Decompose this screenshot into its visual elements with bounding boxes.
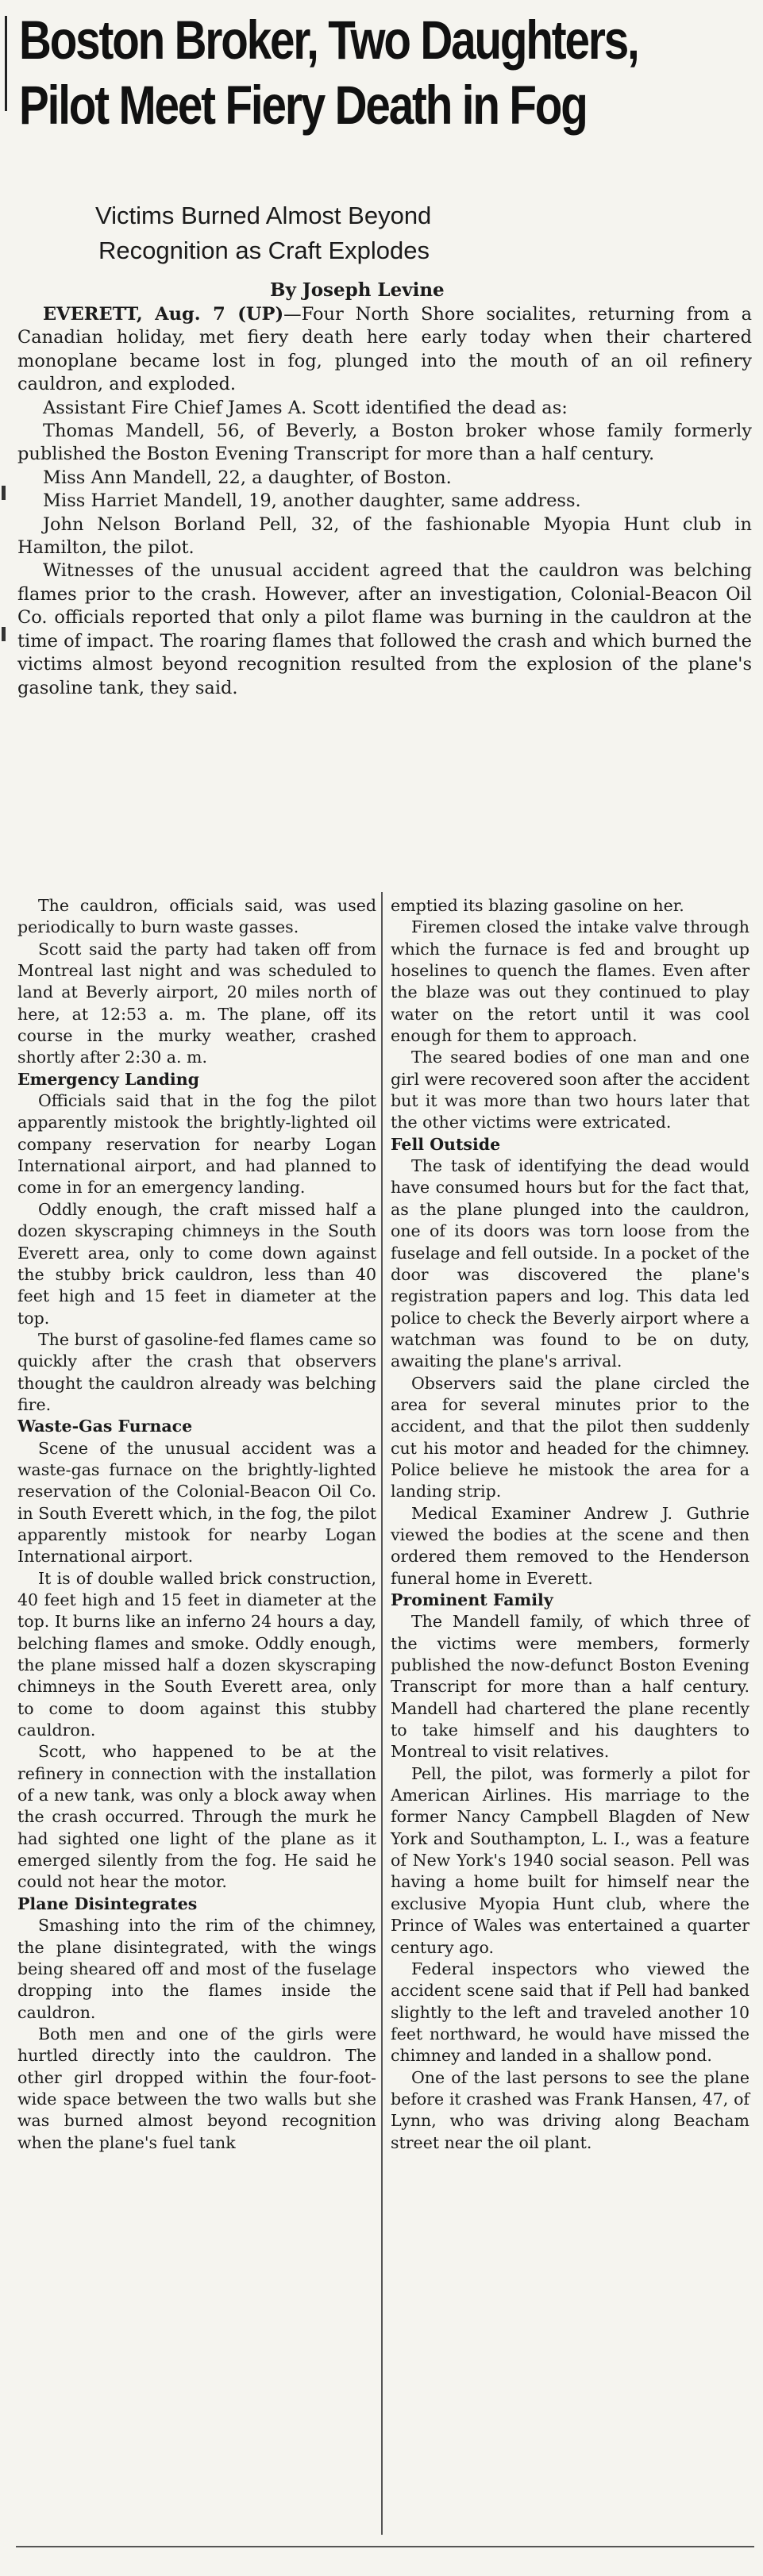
body-paragraph: Scene of the unusual accident was a waste-gas furnace on the brightly-lighted reservation of the Colonial-Beacon Oil Co. in South Everett which, in the fog, the pilot apparently mistook for nearby Logan International airport. [17, 1438, 376, 1567]
dateline: EVERETT, Aug. 7 (UP) [43, 304, 284, 325]
lead-paragraph: Miss Harriet Mandell, 19, another daughter, same address. [43, 490, 581, 512]
lead-paragraph-text: —Four North Shore socialites, returning from a Canadian holiday, met fiery death here early today when their chartered monoplane became lost in fog, plunged into the mouth of an oil refinery cauldron, and exploded. [17, 304, 752, 395]
body-paragraph: The burst of gasoline-fed flames came so quickly after the crash that observers thought the cauldron already was belching fire. [17, 1329, 376, 1414]
body-paragraph: It is of double walled brick construction, 40 feet high and 15 feet in diameter at the top. It burns like an inferno 24 hours a day, belching flames and smoke. Oddly enough, the plane missed half a dozen skyscraping chimneys in the South Everett area, only to come to doom against this stubby cauldron. [17, 1568, 376, 1740]
margin-mark [2, 486, 6, 500]
bottom-divider [16, 2546, 754, 2547]
lead-section [17, 303, 752, 700]
body-paragraph: Observers said the plane circled the area for several minutes prior to the accident, and that the pilot then suddenly cut his motor and headed for the chimney. Police believe he mistook the area for a landing strip. [391, 1373, 750, 1501]
section-subhead: Prominent Family [391, 1590, 553, 1609]
body-paragraph: The seared bodies of one man and one girl were recovered soon after the accident but it was more than two hours later that the other victims were extricated. [391, 1048, 750, 1132]
left-column [17, 895, 376, 2154]
lead-paragraph: Assistant Fire Chief James A. Scott identified the dead as: [43, 397, 568, 418]
body-paragraph: Both men and one of the girls were hurtled directly into the cauldron. The other girl dropped within the four-foot-wide space between the two walls but she was burned almost beyond recognition when the plane's fuel tank [17, 2024, 376, 2152]
lead-paragraph: Miss Ann Mandell, 22, a daughter, of Boston. [43, 467, 452, 488]
lead-paragraph [17, 303, 752, 397]
lead-paragraph: John Nelson Borland Pell, 32, of the fashionable Myopia Hunt club in Hamilton, the pilot. [17, 513, 752, 559]
body-paragraph: One of the last persons to see the plane before it crashed was Frank Hansen, 47, of Lynn, who was driving along Beacham street near the oil plant. [391, 2067, 750, 2152]
subheadline [95, 198, 651, 268]
body-paragraph: Scott, who happened to be at the refinery in connection with the installation of a new tank, was only a block away when the crash occurred. Through the murk he had sighted one light of the plane as it emerged silently from the fog. He said he could not hear the motor. [17, 1742, 376, 1892]
subheadline-line-1: Victims Burned Almost Beyond [95, 202, 432, 229]
margin-mark [2, 627, 6, 641]
body-paragraph: Smashing into the rim of the chimney, the plane disintegrated, with the wings being sheared off and most of the fuselage dropping into the flames inside the cauldron. [17, 1916, 376, 2022]
section-subhead: Waste-Gas Furnace [17, 1417, 193, 1436]
subheadline-line-2: Recognition as Craft Explodes [98, 236, 430, 264]
byline: By Joseph Levine [270, 279, 445, 301]
body-paragraph: Firemen closed the intake valve through which the furnace is fed and brought up hoselines to quench the flames. Even after the blaze was out they continued to play water on the retort until it was cool enough for them to approach. [391, 917, 750, 1046]
next-article-headline-cut [17, 2551, 756, 2576]
right-column [391, 895, 750, 2154]
body-paragraph: Medical Examiner Andrew J. Guthrie viewed the bodies at the scene and then ordered them removed to the Henderson funeral home in Everett. [391, 1503, 750, 1588]
headline-line-2: Pilot Meet Fiery Death in Fog [19, 75, 587, 136]
column-divider [381, 892, 383, 2535]
body-paragraph: Oddly enough, the craft missed half a dozen skyscraping chimneys in the South Everett area, only to come down against the stubby brick cauldron, less than 40 feet high and 15 feet in diameter at the top. [17, 1199, 376, 1328]
body-paragraph: Federal inspectors who viewed the accident scene said that if Pell had banked slightly to the left and traveled another 10 feet northward, he would have missed the chimney and landed in a shallow pond. [391, 1959, 750, 2066]
body-paragraph: Scott said the party had taken off from Montreal last night and was scheduled to land at Beverly airport, 20 miles north of here, at 12:53 a. m. The plane, off its course in the murky weather, crashed shortly after 2:30 a. m. [17, 939, 376, 1067]
body-paragraph: emptied its blazing gasoline on her. [391, 896, 684, 915]
headline [19, 8, 757, 138]
section-subhead: Plane Disintegrates [17, 1894, 198, 1913]
lead-paragraph: Thomas Mandell, 56, of Beverly, a Boston broker whose family formerly published the Boston Evening Transcript for more than a half century. [17, 421, 752, 465]
body-paragraph: The Mandell family, of which three of the victims were members, formerly published the now-defunct Boston Evening Transcript for more than a half century. Mandell had chartered the plane recently to take himself and his daughters to Montreal to visit relatives. [391, 1612, 750, 1762]
body-paragraph: The cauldron, officials said, was used periodically to burn waste gasses. [17, 896, 376, 937]
lead-paragraph: Witnesses of the unusual accident agreed that the cauldron was belching flames prior to the crash. However, after an investigation, Colonial-Beacon Oil Co. officials reported that only a pilot flame was burning in the cauldron at the time of impact. The roaring flames that followed the crash and which burned the victims almost beyond recognition resulted from the explosion of the plane's gasoline tank, they said. [17, 560, 752, 698]
headline-line-1: Boston Broker, Two Daughters, [19, 10, 638, 71]
margin-rule [5, 16, 7, 111]
section-subhead: Emergency Landing [17, 1069, 199, 1089]
body-paragraph: Officials said that in the fog the pilot apparently mistook the brightly-lighted oil company reservation for nearby Logan International airport, and had planned to come in for an emergency landing. [17, 1091, 376, 1198]
body-paragraph: The task of identifying the dead would have consumed hours but for the fact that, as the plane plunged into the cauldron, one of its doors was torn loose from the fuselage and fell outside. In a pocket of the door was discovered the plane's registration papers and log. This data led police to check the Beverly airport where a watchman was found to be on duty, awaiting the plane's arrival. [391, 1156, 750, 1371]
body-paragraph: Pell, the pilot, was formerly a pilot for American Airlines. His marriage to the former Nancy Campbell Blagden of New York and Southampton, L. I., was a feature of New York's 1940 social season. Pell was having a home built for himself near the exclusive Myopia Hunt club, where the Prince of Wales was entertained a quarter century ago. [391, 1763, 750, 1957]
section-subhead: Fell Outside [391, 1134, 501, 1154]
